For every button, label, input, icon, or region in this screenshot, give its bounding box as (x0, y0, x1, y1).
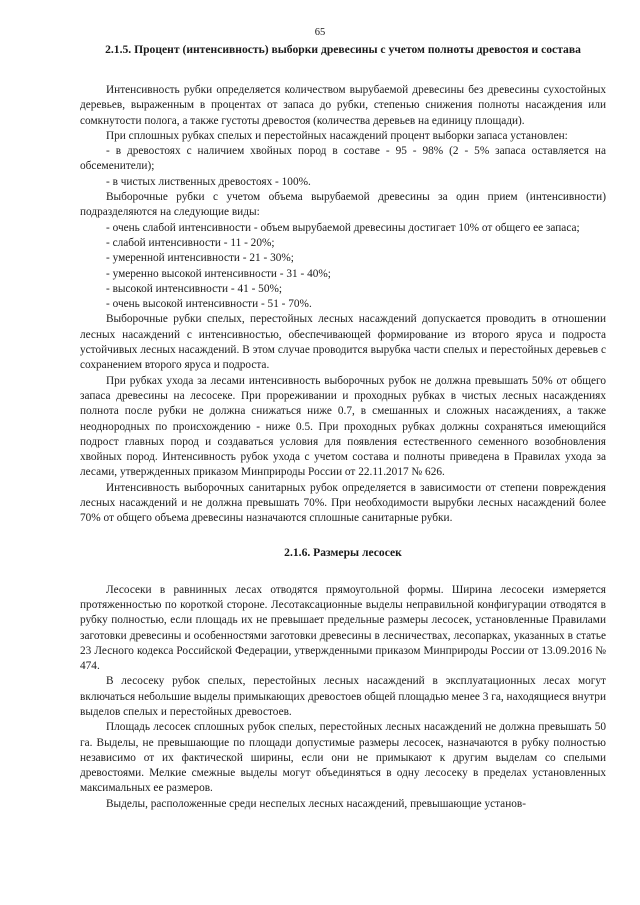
paragraph: Выделы, расположенные среди неспелых лесных насаждений, превышающие установ- (106, 797, 526, 810)
section-heading-2-1-6: 2.1.6. Размеры лесосек (284, 545, 402, 559)
list-item: - очень высокой интенсивности - 51 - 70%. (106, 298, 312, 311)
paragraph: Интенсивность рубки определяется количеством вырубаемой древесины без древесины сухостойных деревьев, выраженным в процентах от запаса до рубки, степенью снижения полноты насаждения или сомкнутости полога, а также густоты древостоя (количества деревьев на единицу площади). (80, 84, 606, 127)
paragraph: Интенсивность выборочных санитарных рубок определяется в зависимости от степени повреждения лесных насаждений и не должна превышать 70%. При необходимости вырубки лесных насаждений более 70% от общего объема древесины назначаются сплошные санитарные рубки. (80, 481, 606, 525)
list-item: - высокой интенсивности - 41 - 50%; (106, 282, 283, 295)
paragraph: Выборочные рубки с учетом объема вырубаемой древесины за один прием (интенсивности) подразделяются на следующие виды: (80, 191, 606, 219)
paragraph: В лесосеку рубок спелых, перестойных лесных насаждений в эксплуатационных лесах могут включаться небольшие выделы примыкающих древостоев общей площадью менее 3 га, находящиеся внутри выделов спелых и перестойных древостоев. (80, 675, 606, 718)
list-item: - в чистых лиственных древостоях - 100%. (106, 175, 311, 188)
paragraph: Площадь лесосек сплошных рубок спелых, перестойных лесных насаждений не должна превышать 50 га. Выделы, не превышающие по площади допустимые размеры лесосек, назначаются в рубку полностью независимо от их фактической ширины, если они не примыкают к другим выделам со спелыми древостоями. Мелкие смежные выделы могут объединяться в одну лесосеку в пределах установленных максимальных ее размеров. (80, 721, 606, 795)
section-heading-2-1-5: 2.1.5. Процент (интенсивность) выборки древесины с учетом полноты древостоя и состава (105, 43, 581, 56)
list-item: - умеренно высокой интенсивности - 31 - 40%; (106, 267, 331, 280)
paragraph: Выборочные рубки спелых, перестойных лесных насаждений допускается проводить в отношении лесных насаждений с интенсивностью, обеспечивающей формирование из второго яруса и подроста устойчивых лесных насаждений. В этом случае проводится вырубка части спелых и перестойных деревьев с сохранением второго яруса и подроста. (80, 313, 606, 372)
paragraph: При рубках ухода за лесами интенсивность выборочных рубок не должна превышать 50% от общего запаса древесины на лесосеке. При прореживании и проходных рубках в чистых лесных насаждениях полнота после рубки не должна снижаться ниже 0.7, в смешанных и сложных насаждениях, а также неоднородных по происхождению - ниже 0.5. При проходных рубках должны сохраняться имеющийся подрост главных пород и создаваться условия для появления естественного семенного возобновления хвойных пород. Интенсивность рубок ухода с учетом состава и полноты приведена в Правилах ухода за лесами, утвержденных приказом Минприроды России от 22.11.2017 № 626. (80, 374, 606, 479)
paragraph: Лесосеки в равнинных лесах отводятся прямоугольной формы. Ширина лесосеки измеряется протяженностью по короткой стороне. Лесотаксационные выделы неправильной конфигурации отводятся в рубку полностью, если площадь их не превышает предельные размеры лесосек, установленные Правилами заготовки древесины и особенностями заготовки древесины в лесничествах, лесопарках, указанных в статье 23 Лесного кодекса Российской Федерации, утвержденными приказом Минприроды России от 13.09.2016 № 474. (80, 583, 606, 673)
list-item: - умеренной интенсивности - 21 - 30%; (106, 252, 294, 265)
paragraph: При сплошных рубках спелых и перестойных насаждений процент выборки запаса установлен: (106, 129, 568, 142)
page-content (80, 42, 606, 812)
page-number: 65 (314, 27, 326, 38)
list-item: - в древостоях с наличием хвойных пород в составе - 95 - 98% (2 - 5% запаса оставляется на обсеменители); (80, 145, 606, 173)
list-item: - слабой интенсивности - 11 - 20%; (106, 236, 275, 249)
list-item: - очень слабой интенсивности - объем вырубаемой древесины достигает 10% от общего ее запаса; (106, 221, 580, 234)
